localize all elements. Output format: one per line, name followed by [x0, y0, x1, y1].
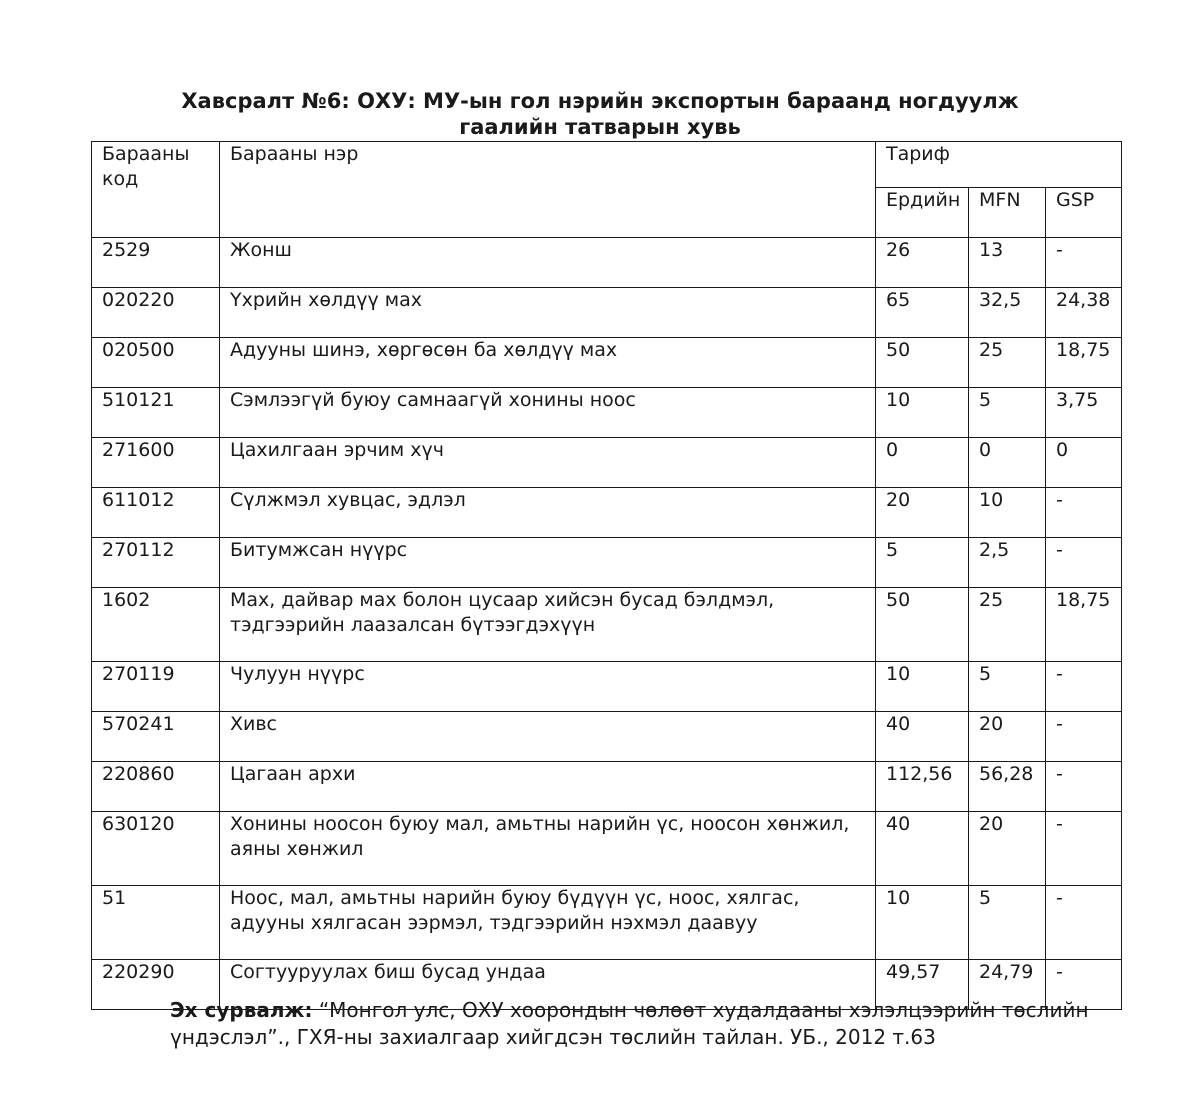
table-row — [92, 488, 1122, 538]
table-row — [92, 588, 1122, 662]
header-erdiin: Ердийн — [876, 188, 969, 238]
cell-name: Сэмлээгүй буюу самнаагүй хонины ноос — [220, 388, 876, 438]
cell-mfn: 10 — [969, 488, 1046, 538]
cell-gsp: - — [1046, 712, 1122, 762]
cell-erdiin: 65 — [876, 288, 969, 338]
cell-gsp: 18,75 — [1046, 588, 1122, 662]
cell-name: Ноос, мал, амьтны нарийн буюу бүдүүн үс, ноос, хялгас, адууны хялгасан ээрмэл, тэдгээрийн нэхмэл даавуу — [220, 886, 876, 960]
cell-mfn: 25 — [969, 588, 1046, 662]
cell-erdiin: 50 — [876, 338, 969, 388]
tariff-table — [91, 141, 1122, 1010]
source-note — [170, 997, 1170, 1051]
table-row — [92, 812, 1122, 886]
cell-mfn: 2,5 — [969, 538, 1046, 588]
header-tariff: Тариф — [876, 142, 1122, 188]
header-mfn: MFN — [969, 188, 1046, 238]
source-label: Эх сурвалж: — [170, 998, 313, 1022]
cell-mfn: 5 — [969, 662, 1046, 712]
page-title — [0, 88, 1200, 140]
cell-gsp: - — [1046, 238, 1122, 288]
cell-gsp: - — [1046, 662, 1122, 712]
cell-erdiin: 10 — [876, 662, 969, 712]
cell-mfn: 5 — [969, 388, 1046, 438]
cell-code: 1602 — [92, 588, 220, 662]
cell-mfn: 13 — [969, 238, 1046, 288]
cell-gsp: 3,75 — [1046, 388, 1122, 438]
cell-name: Согтууруулах биш бусад ундаа — [220, 960, 876, 1010]
cell-gsp: 24,38 — [1046, 288, 1122, 338]
cell-mfn: 56,28 — [969, 762, 1046, 812]
cell-erdiin: 0 — [876, 438, 969, 488]
cell-erdiin: 49,57 — [876, 960, 969, 1010]
table-row — [92, 712, 1122, 762]
title-line-2: гаалийн татварын хувь — [459, 115, 741, 139]
table-row — [92, 538, 1122, 588]
cell-gsp: - — [1046, 812, 1122, 886]
cell-name: Сүлжмэл хувцас, эдлэл — [220, 488, 876, 538]
table-row — [92, 438, 1122, 488]
cell-code: 220860 — [92, 762, 220, 812]
table-row — [92, 662, 1122, 712]
cell-mfn: 20 — [969, 812, 1046, 886]
cell-erdiin: 26 — [876, 238, 969, 288]
cell-code: 2529 — [92, 238, 220, 288]
cell-gsp: 18,75 — [1046, 338, 1122, 388]
cell-gsp: 0 — [1046, 438, 1122, 488]
table-row — [92, 886, 1122, 960]
cell-name: Үхрийн хөлдүү мах — [220, 288, 876, 338]
cell-name: Цахилгаан эрчим хүч — [220, 438, 876, 488]
cell-erdiin: 50 — [876, 588, 969, 662]
cell-mfn: 5 — [969, 886, 1046, 960]
cell-mfn: 24,79 — [969, 960, 1046, 1010]
title-line-1: Хавсралт №6: ОХУ: МУ-ын гол нэрийн экспортын бараанд ногдуулж — [181, 89, 1019, 113]
cell-name: Цагаан архи — [220, 762, 876, 812]
cell-gsp: - — [1046, 886, 1122, 960]
cell-code: 270119 — [92, 662, 220, 712]
cell-name: Жонш — [220, 238, 876, 288]
cell-mfn: 32,5 — [969, 288, 1046, 338]
cell-name: Хонины ноосон буюу мал, амьтны нарийн үс, ноосон хөнжил, аяны хөнжил — [220, 812, 876, 886]
cell-erdiin: 40 — [876, 712, 969, 762]
cell-erdiin: 40 — [876, 812, 969, 886]
cell-name: Мах, дайвар мах болон цусаар хийсэн бусад бэлдмэл, тэдгээрийн лаазалсан бүтээгдэхүүн — [220, 588, 876, 662]
cell-name: Адууны шинэ, хөргөсөн ба хөлдүү мах — [220, 338, 876, 388]
table-row — [92, 762, 1122, 812]
table-row — [92, 238, 1122, 288]
cell-mfn: 25 — [969, 338, 1046, 388]
cell-name: Хивс — [220, 712, 876, 762]
cell-erdiin: 112,56 — [876, 762, 969, 812]
cell-code: 510121 — [92, 388, 220, 438]
header-gsp: GSP — [1046, 188, 1122, 238]
cell-gsp: - — [1046, 538, 1122, 588]
table-row — [92, 288, 1122, 338]
cell-gsp: - — [1046, 960, 1122, 1010]
cell-erdiin: 5 — [876, 538, 969, 588]
cell-code: 270112 — [92, 538, 220, 588]
cell-code: 570241 — [92, 712, 220, 762]
cell-mfn: 0 — [969, 438, 1046, 488]
cell-name: Чулуун нүүрс — [220, 662, 876, 712]
header-name: Барааны нэр — [220, 142, 876, 238]
cell-code: 611012 — [92, 488, 220, 538]
cell-code: 220290 — [92, 960, 220, 1010]
cell-gsp: - — [1046, 762, 1122, 812]
cell-erdiin: 10 — [876, 388, 969, 438]
cell-code: 51 — [92, 886, 220, 960]
cell-name: Битумжсан нүүрс — [220, 538, 876, 588]
source-text: “Монгол улс, ОХУ хоорондын чөлөөт худалдааны хэлэлцээрийн төслийн үндэслэл”., ГХЯ-ны захиалгаар хийгдсэн төслийн тайлан. УБ., 2012 т.63 — [170, 998, 1089, 1049]
cell-mfn: 20 — [969, 712, 1046, 762]
header-code: Барааны код — [92, 142, 220, 238]
cell-gsp: - — [1046, 488, 1122, 538]
cell-code: 020220 — [92, 288, 220, 338]
cell-erdiin: 10 — [876, 886, 969, 960]
cell-code: 630120 — [92, 812, 220, 886]
table-row — [92, 338, 1122, 388]
table-row — [92, 388, 1122, 438]
cell-erdiin: 20 — [876, 488, 969, 538]
cell-code: 020500 — [92, 338, 220, 388]
cell-code: 271600 — [92, 438, 220, 488]
